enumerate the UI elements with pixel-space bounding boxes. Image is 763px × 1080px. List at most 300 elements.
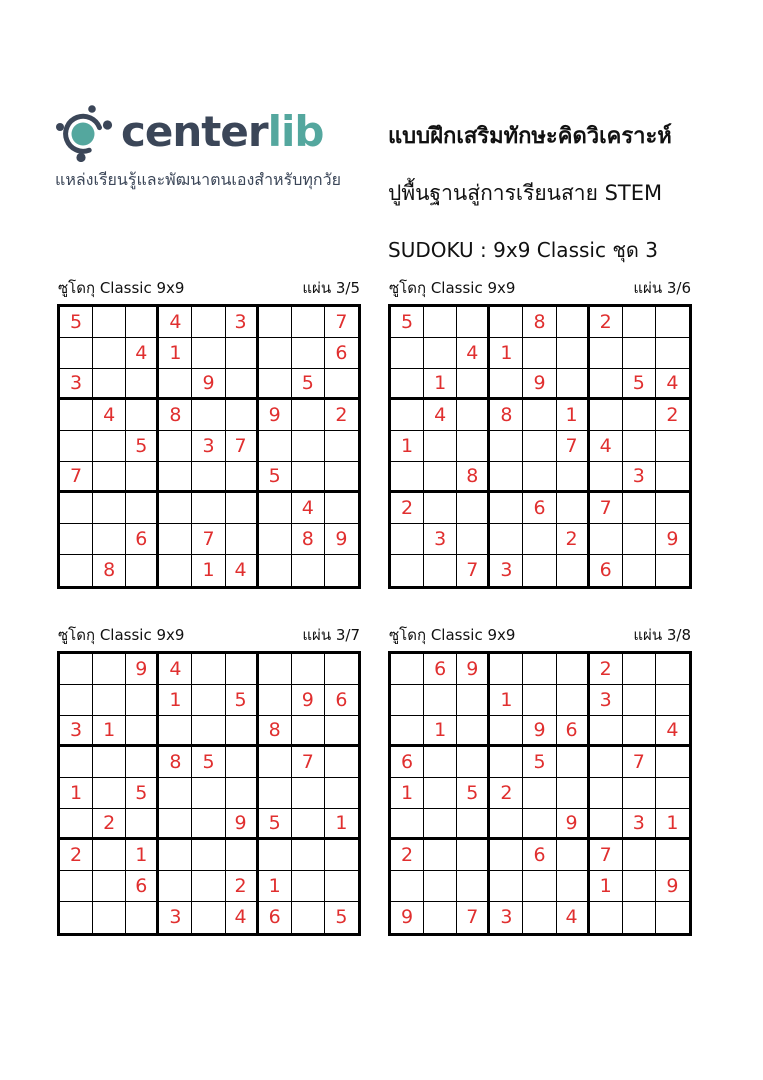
sudoku-cell: 1 [590, 871, 623, 902]
sudoku-cell: 9 [391, 902, 424, 933]
sudoku-cell [93, 369, 126, 400]
sudoku-cell [557, 307, 590, 338]
sudoku-cell: 5 [60, 307, 93, 338]
sudoku-cell [424, 338, 457, 369]
sudoku-cell [656, 778, 689, 809]
sudoku-cell: 6 [557, 716, 590, 747]
sudoku-cell [126, 747, 159, 778]
sudoku-cell: 5 [126, 778, 159, 809]
sudoku-cell [60, 685, 93, 716]
logo-tagline: แหล่งเรียนรู้และพัฒนาตนเองสำหรับทุกวัย [55, 170, 341, 189]
sudoku-cell: 9 [325, 524, 358, 555]
sudoku-cell [490, 809, 523, 840]
sudoku-cell [523, 902, 556, 933]
puzzle-header [388, 276, 692, 300]
sudoku-cell [523, 431, 556, 462]
sudoku-cell [60, 555, 93, 586]
sudoku-cell: 9 [226, 809, 259, 840]
sudoku-cell [192, 840, 225, 871]
sudoku-cell [590, 524, 623, 555]
sudoku-cell [93, 462, 126, 493]
sudoku-cell [457, 685, 490, 716]
sudoku-cell [623, 524, 656, 555]
puzzle-title: ซูโดกุ Classic 9x9 [58, 626, 185, 644]
sudoku-cell [259, 524, 292, 555]
sudoku-cell [557, 871, 590, 902]
sudoku-cell [623, 555, 656, 586]
sudoku-cell: 3 [490, 902, 523, 933]
sudoku-cell: 7 [60, 462, 93, 493]
sudoku-cell: 5 [457, 778, 490, 809]
sudoku-cell [391, 871, 424, 902]
heading-line-1: แบบฝึกเสริมทักษะคิดวิเคราะห์ [388, 124, 672, 149]
sudoku-cell: 7 [590, 493, 623, 524]
sudoku-cell: 5 [391, 307, 424, 338]
sudoku-cell [325, 778, 358, 809]
sudoku-cell [292, 431, 325, 462]
sudoku-cell [192, 462, 225, 493]
sudoku-cell [656, 307, 689, 338]
sudoku-cell [457, 716, 490, 747]
sudoku-cell: 8 [159, 400, 192, 431]
sudoku-cell [557, 369, 590, 400]
sudoku-cell [424, 493, 457, 524]
sudoku-cell [325, 654, 358, 685]
sudoku-cell: 1 [159, 685, 192, 716]
sudoku-cell: 3 [623, 462, 656, 493]
sudoku-cell [325, 555, 358, 586]
sudoku-cell [424, 809, 457, 840]
sudoku-cell: 9 [126, 654, 159, 685]
sudoku-cell [457, 809, 490, 840]
sudoku-grid [388, 651, 692, 936]
sudoku-cell [192, 685, 225, 716]
sudoku-cell [259, 654, 292, 685]
sudoku-cell: 2 [490, 778, 523, 809]
sudoku-cell: 9 [656, 524, 689, 555]
sudoku-cell [60, 809, 93, 840]
sudoku-cell [590, 400, 623, 431]
sudoku-cell [159, 493, 192, 524]
sudoku-cell [292, 654, 325, 685]
sudoku-cell [656, 338, 689, 369]
sudoku-cell [192, 902, 225, 933]
sudoku-cell [325, 871, 358, 902]
sudoku-cell [93, 307, 126, 338]
sudoku-cell [424, 685, 457, 716]
sudoku-cell [590, 778, 623, 809]
sudoku-cell: 7 [557, 431, 590, 462]
sudoku-cell [292, 840, 325, 871]
sudoku-cell: 5 [623, 369, 656, 400]
sudoku-cell [60, 654, 93, 685]
puzzle-title: ซูโดกุ Classic 9x9 [389, 279, 516, 297]
sudoku-cell [391, 555, 424, 586]
sudoku-cell [656, 685, 689, 716]
sudoku-cell [623, 840, 656, 871]
sudoku-cell [93, 654, 126, 685]
sudoku-cell [126, 685, 159, 716]
sudoku-cell [259, 685, 292, 716]
sudoku-cell [325, 493, 358, 524]
sudoku-puzzle-3-8 [388, 623, 692, 936]
sudoku-cell [60, 871, 93, 902]
sudoku-cell [126, 902, 159, 933]
centerlib-logo [55, 102, 385, 193]
sudoku-cell [523, 400, 556, 431]
sudoku-cell: 7 [192, 524, 225, 555]
sudoku-cell [623, 871, 656, 902]
sudoku-cell [490, 871, 523, 902]
sudoku-cell [391, 369, 424, 400]
sudoku-puzzle-3-5 [57, 276, 361, 589]
sudoku-cell: 1 [93, 716, 126, 747]
sudoku-cell [457, 431, 490, 462]
sudoku-cell [623, 654, 656, 685]
sudoku-cell [226, 778, 259, 809]
sudoku-cell: 8 [523, 307, 556, 338]
sudoku-cell [126, 809, 159, 840]
sudoku-cell: 4 [226, 902, 259, 933]
sudoku-cell [590, 462, 623, 493]
sudoku-cell: 5 [226, 685, 259, 716]
sudoku-cell [523, 462, 556, 493]
sudoku-cell: 4 [159, 654, 192, 685]
sudoku-cell [623, 902, 656, 933]
puzzle-sheet-number: แผ่น 3/7 [302, 626, 360, 644]
sudoku-cell [259, 840, 292, 871]
sudoku-cell [259, 431, 292, 462]
sudoku-cell: 5 [259, 809, 292, 840]
sudoku-cell [523, 654, 556, 685]
sudoku-cell [292, 462, 325, 493]
sudoku-cell [391, 654, 424, 685]
sudoku-cell [391, 338, 424, 369]
sudoku-cell [259, 555, 292, 586]
sudoku-cell: 7 [457, 555, 490, 586]
sudoku-cell: 2 [226, 871, 259, 902]
sudoku-cell [159, 840, 192, 871]
sudoku-cell [623, 493, 656, 524]
sudoku-cell [557, 555, 590, 586]
sudoku-cell [656, 493, 689, 524]
sudoku-cell [623, 431, 656, 462]
sudoku-cell [656, 462, 689, 493]
sudoku-cell: 3 [60, 369, 93, 400]
sudoku-cell [623, 307, 656, 338]
sudoku-cell: 4 [126, 338, 159, 369]
sudoku-cell [623, 685, 656, 716]
sudoku-cell [292, 555, 325, 586]
sudoku-cell: 2 [590, 307, 623, 338]
sudoku-cell [557, 778, 590, 809]
sudoku-cell: 6 [126, 524, 159, 555]
sudoku-cell [126, 369, 159, 400]
sudoku-cell: 2 [93, 809, 126, 840]
sudoku-cell [159, 871, 192, 902]
sudoku-cell: 1 [159, 338, 192, 369]
sudoku-cell [590, 338, 623, 369]
sudoku-cell: 1 [325, 809, 358, 840]
puzzle-header [57, 623, 361, 647]
sudoku-cell: 5 [259, 462, 292, 493]
sudoku-cell [259, 307, 292, 338]
sudoku-cell [126, 307, 159, 338]
puzzle-title: ซูโดกุ Classic 9x9 [389, 626, 516, 644]
sudoku-cell: 3 [424, 524, 457, 555]
sudoku-cell [60, 338, 93, 369]
sudoku-cell: 3 [192, 431, 225, 462]
sudoku-cell: 2 [60, 840, 93, 871]
sudoku-cell [192, 809, 225, 840]
sudoku-cell [60, 400, 93, 431]
sudoku-grid [388, 304, 692, 589]
sudoku-cell: 7 [325, 307, 358, 338]
sudoku-cell [192, 307, 225, 338]
sudoku-cell [325, 840, 358, 871]
sudoku-cell [226, 747, 259, 778]
sudoku-cell [159, 462, 192, 493]
sudoku-cell [60, 524, 93, 555]
sudoku-cell [590, 747, 623, 778]
sudoku-cell [523, 685, 556, 716]
sudoku-cell [391, 462, 424, 493]
sudoku-cell [259, 747, 292, 778]
sudoku-cell [126, 555, 159, 586]
sudoku-cell [292, 716, 325, 747]
puzzle-header [57, 276, 361, 300]
puzzle-sheet-number: แผ่น 3/6 [633, 279, 691, 297]
sudoku-cell [557, 747, 590, 778]
sudoku-cell [159, 716, 192, 747]
sudoku-cell [391, 716, 424, 747]
sudoku-cell [93, 840, 126, 871]
sudoku-cell [490, 716, 523, 747]
sudoku-cell [424, 902, 457, 933]
sudoku-cell: 6 [523, 840, 556, 871]
sudoku-cell [424, 871, 457, 902]
sudoku-cell: 1 [126, 840, 159, 871]
sudoku-cell: 1 [424, 369, 457, 400]
puzzle-sheet-number: แผ่น 3/8 [633, 626, 691, 644]
sudoku-cell: 6 [325, 338, 358, 369]
sudoku-cell [490, 307, 523, 338]
sudoku-cell [424, 555, 457, 586]
sudoku-grid [57, 651, 361, 936]
sudoku-cell [259, 369, 292, 400]
sudoku-cell: 5 [126, 431, 159, 462]
sudoku-cell [159, 778, 192, 809]
sudoku-cell [490, 840, 523, 871]
sudoku-cell: 1 [490, 685, 523, 716]
sudoku-cell: 1 [656, 809, 689, 840]
sudoku-cell [656, 654, 689, 685]
sudoku-cell: 2 [557, 524, 590, 555]
puzzle-header [388, 623, 692, 647]
sudoku-cell [391, 524, 424, 555]
sudoku-cell [523, 555, 556, 586]
sudoku-cell: 4 [590, 431, 623, 462]
sudoku-cell [60, 902, 93, 933]
sudoku-cell: 6 [424, 654, 457, 685]
sudoku-cell: 9 [523, 716, 556, 747]
sudoku-cell: 3 [623, 809, 656, 840]
logo-text-primary: center [121, 107, 268, 156]
sudoku-cell [226, 338, 259, 369]
sudoku-cell: 6 [126, 871, 159, 902]
sudoku-cell: 9 [192, 369, 225, 400]
sudoku-cell: 3 [490, 555, 523, 586]
sudoku-cell: 7 [457, 902, 490, 933]
sudoku-puzzle-3-7 [57, 623, 361, 936]
sudoku-cell [523, 524, 556, 555]
sudoku-cell [557, 840, 590, 871]
logo-text-accent: lib [267, 107, 324, 156]
sudoku-cell: 1 [557, 400, 590, 431]
sudoku-cell: 3 [226, 307, 259, 338]
sudoku-cell [259, 493, 292, 524]
sudoku-cell [623, 778, 656, 809]
sudoku-cell: 4 [292, 493, 325, 524]
sudoku-puzzle-3-6 [388, 276, 692, 589]
sudoku-cell: 7 [292, 747, 325, 778]
sudoku-cell [226, 716, 259, 747]
sudoku-cell [93, 902, 126, 933]
sudoku-cell: 9 [457, 654, 490, 685]
sudoku-cell [391, 400, 424, 431]
sudoku-cell: 4 [424, 400, 457, 431]
sudoku-cell: 6 [391, 747, 424, 778]
sudoku-cell [259, 778, 292, 809]
sudoku-cell [523, 338, 556, 369]
sudoku-cell [192, 654, 225, 685]
sudoku-cell [424, 431, 457, 462]
sudoku-cell [292, 338, 325, 369]
sudoku-cell: 4 [159, 307, 192, 338]
sudoku-cell [292, 902, 325, 933]
sudoku-cell [126, 716, 159, 747]
sudoku-cell: 7 [590, 840, 623, 871]
sudoku-cell [93, 685, 126, 716]
worksheet-heading [388, 118, 748, 266]
sudoku-cell [557, 462, 590, 493]
sudoku-cell: 1 [391, 778, 424, 809]
sudoku-cell [424, 307, 457, 338]
sudoku-cell [93, 747, 126, 778]
sudoku-cell [457, 369, 490, 400]
sudoku-cell: 8 [457, 462, 490, 493]
sudoku-cell [292, 400, 325, 431]
sudoku-cell: 8 [292, 524, 325, 555]
sudoku-cell [93, 778, 126, 809]
sudoku-cell: 4 [457, 338, 490, 369]
sudoku-cell: 1 [424, 716, 457, 747]
sudoku-cell: 6 [590, 555, 623, 586]
sudoku-cell [192, 716, 225, 747]
sudoku-cell [60, 493, 93, 524]
sudoku-cell [457, 840, 490, 871]
sudoku-cell [126, 493, 159, 524]
sudoku-cell [325, 716, 358, 747]
sudoku-cell: 9 [523, 369, 556, 400]
sudoku-cell [656, 902, 689, 933]
sudoku-cell [192, 338, 225, 369]
sudoku-cell: 4 [557, 902, 590, 933]
sudoku-cell [292, 809, 325, 840]
sudoku-cell [226, 462, 259, 493]
sudoku-cell [292, 778, 325, 809]
sudoku-cell [192, 778, 225, 809]
sudoku-cell [159, 369, 192, 400]
sudoku-cell [557, 338, 590, 369]
sudoku-cell [623, 716, 656, 747]
sudoku-cell: 3 [60, 716, 93, 747]
sudoku-cell [490, 369, 523, 400]
sudoku-cell [159, 524, 192, 555]
sudoku-cell [457, 493, 490, 524]
sudoku-cell [590, 716, 623, 747]
sudoku-cell [656, 840, 689, 871]
sudoku-cell [226, 369, 259, 400]
sudoku-cell [557, 685, 590, 716]
sudoku-cell [557, 493, 590, 524]
sudoku-cell: 5 [192, 747, 225, 778]
sudoku-cell: 4 [656, 716, 689, 747]
sudoku-cell [325, 369, 358, 400]
sudoku-cell: 8 [490, 400, 523, 431]
sudoku-cell [325, 431, 358, 462]
sudoku-cell: 6 [259, 902, 292, 933]
sudoku-cell [523, 809, 556, 840]
sudoku-cell [457, 524, 490, 555]
sudoku-cell [590, 902, 623, 933]
sudoku-cell [424, 778, 457, 809]
sudoku-cell [490, 654, 523, 685]
sudoku-cell [126, 462, 159, 493]
sudoku-cell: 9 [292, 685, 325, 716]
sudoku-cell [490, 524, 523, 555]
heading-line-2: ปูพื้นฐานสู่การเรียนสาย STEM [388, 181, 663, 205]
sudoku-cell: 2 [391, 493, 424, 524]
sudoku-cell [623, 338, 656, 369]
sudoku-cell [93, 493, 126, 524]
sudoku-cell [656, 555, 689, 586]
sudoku-cell [490, 493, 523, 524]
sudoku-cell [490, 431, 523, 462]
sudoku-cell [226, 400, 259, 431]
sudoku-cell: 6 [325, 685, 358, 716]
sudoku-cell [656, 747, 689, 778]
sudoku-cell: 2 [590, 654, 623, 685]
sudoku-cell [656, 431, 689, 462]
sudoku-cell [391, 685, 424, 716]
sudoku-cell [159, 809, 192, 840]
sudoku-cell [490, 747, 523, 778]
sudoku-cell [93, 871, 126, 902]
sudoku-cell [159, 555, 192, 586]
sudoku-cell: 4 [656, 369, 689, 400]
sudoku-cell [292, 871, 325, 902]
sudoku-cell [457, 307, 490, 338]
sudoku-cell: 1 [259, 871, 292, 902]
puzzle-sheet-number: แผ่น 3/5 [302, 279, 360, 297]
sudoku-cell [226, 524, 259, 555]
sudoku-cell [259, 338, 292, 369]
sudoku-cell [457, 747, 490, 778]
sudoku-cell [490, 462, 523, 493]
sudoku-grid [57, 304, 361, 589]
sudoku-cell [590, 369, 623, 400]
